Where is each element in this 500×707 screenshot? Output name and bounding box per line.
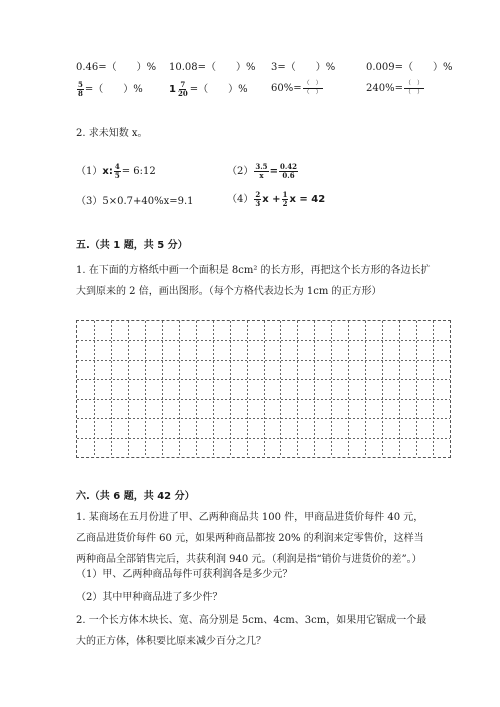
section-6-q1-sub2: （2）其中甲种商品进了多少件？ — [76, 592, 223, 603]
conv-item-2: 10.08=（ ）% — [169, 62, 256, 73]
equation-3: （3）5×0.7+40%x=9.1 — [76, 196, 194, 207]
section-5-q1-line1: 1. 在下面的方格纸中画一个面积是 8cm² 的长方形，再把这个长方形的各边长扩 — [76, 265, 431, 276]
conv-item-3: 3=（ ）% — [271, 62, 336, 73]
fraction: $\frac{7}{20}$ — [177, 80, 188, 98]
section-6-q2: 2. 一个长方体木块长、宽、高分别是 5cm、4cm、3cm，如果用它锯成一个最大的正方体，体积要比原来减少百分之几？ — [76, 615, 427, 647]
fraction: $\frac{1}{2}$ — [282, 190, 288, 208]
grid-lines — [77, 321, 450, 457]
section-5-q1-line2: 大到原来的 2 倍，画出图形。（每个方格代表边长为 1cm 的正方形） — [76, 286, 382, 297]
section-6-q1: 1. 某商场在五月份进了甲、乙两种商品共 100 件，甲商品进货价每件 40 元，乙商品进货价每件 60 元，如果两种商品都按 20% 的利润来定零售价，这样当两种商品全部销售完后，共获利润 940 元。（利润是指“销价与进货价的差”。） — [76, 512, 424, 565]
section-5-title: 五.（共 1 题，共 5 分） — [76, 240, 188, 251]
conv-item-5: $\frac{5}{8}$ =（ ）% — [78, 80, 143, 98]
equation-2: （2） $\frac{3.5}{x}$ = $\frac{0.42}{0.6}$ — [227, 162, 298, 180]
conv-item-4: 0.009=（ ）% — [366, 62, 453, 73]
fraction: $\frac{5}{8}$ — [78, 80, 83, 98]
fraction: $\frac{3.5}{x}$ — [255, 162, 268, 180]
section-6-q1-sub1: （1）甲、乙两种商品每件可获利润各是多少元？ — [76, 569, 293, 580]
conv-item-1: 0.46=（ ）% — [76, 62, 157, 73]
fraction: $\frac{( )}{( )}$ — [404, 80, 423, 96]
conv-item-8: 240%= $\frac{( )}{( )}$ — [366, 80, 423, 96]
square-grid[interactable] — [76, 320, 451, 458]
conv-item-6: 1 $\frac{7}{20}$ =（ ）% — [169, 80, 248, 98]
fraction: $\frac{2}{3}$ — [255, 190, 261, 208]
equation-4: （4） $\frac{2}{3}$ x + $\frac{1}{2}$ x = 42 — [227, 190, 326, 208]
fraction: $\frac{( )}{( )}$ — [303, 80, 322, 96]
fraction: $\frac{4}{5}$ — [114, 162, 120, 180]
conv-item-7: 60%= $\frac{( )}{( )}$ — [271, 80, 322, 96]
equation-1: （1）x: $\frac{4}{5}$ = 6:12 — [76, 162, 156, 180]
q2-title: 2. 求未知数 x。 — [76, 128, 148, 139]
fraction: $\frac{0.42}{0.6}$ — [279, 162, 298, 180]
section-6-title: 六.（共 6 题，共 42 分） — [76, 491, 195, 502]
